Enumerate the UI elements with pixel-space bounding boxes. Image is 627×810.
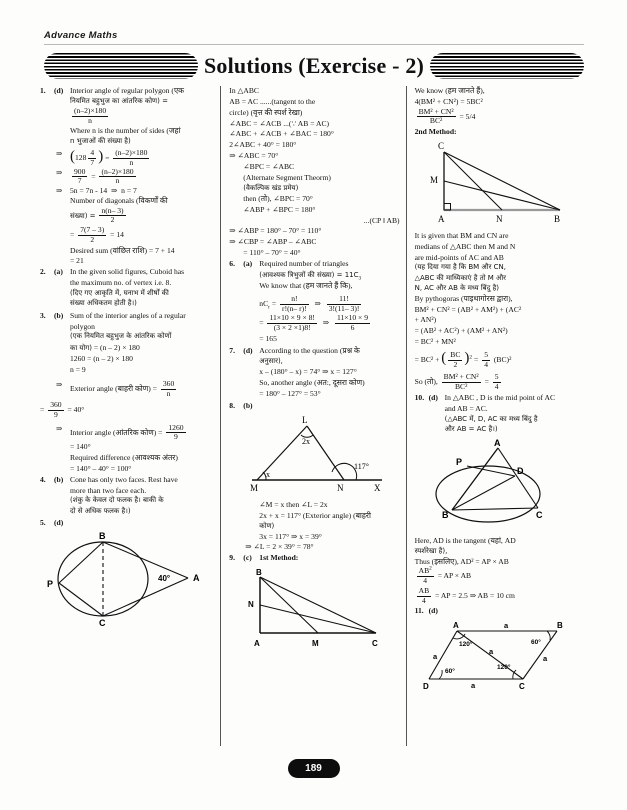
fraction-denominator: 3!(11– 3)!: [328, 303, 360, 313]
equation: = (n – 2) × 180: [93, 342, 140, 352]
fraction-numerator: 11×10 × 9 × 8!: [269, 313, 315, 323]
item-option: (b): [54, 310, 64, 320]
fraction-denominator: n: [115, 176, 120, 186]
fraction-numerator: (n–2)×180: [101, 166, 134, 176]
step-content: 5n = 7n - 14 ⇒ n = 7: [70, 186, 137, 196]
numerator-text: AB: [418, 566, 430, 576]
text-line: Cone has only two faces. Rest have: [70, 474, 178, 484]
label-side-a-right: a: [543, 654, 548, 664]
item-number: 8.: [229, 401, 235, 411]
item-body: [259, 401, 399, 411]
equation: 3x = 117° ⇒ x = 39°: [259, 531, 322, 541]
fraction-denominator: 9: [53, 410, 58, 420]
text-line: circle) (वृत्त की स्पर्श रेखा): [229, 107, 303, 117]
column-3: [407, 86, 592, 746]
circle-tangent-diagram: [40, 531, 214, 629]
implies-arrow-icon: ⇒: [56, 148, 63, 158]
solution-item-10: [415, 393, 586, 435]
fraction-numerator: (n–2)×180: [115, 148, 148, 158]
text-line: [259, 270, 399, 280]
fraction-expression: [415, 587, 586, 605]
label-M: M: [249, 482, 258, 493]
fraction-numerator: 4: [90, 147, 95, 157]
equals-sign: =: [473, 355, 479, 364]
solution-item-5: [40, 518, 214, 528]
step-content: [70, 424, 214, 442]
label-C: C: [536, 509, 543, 520]
label-angle-60-B: 60°: [531, 639, 542, 647]
text-line: का योग) = (n – 2) × 180: [70, 342, 140, 352]
derivation-step: [56, 380, 214, 398]
equation-result: = 165: [259, 333, 277, 343]
text-line: more than two face each.: [70, 485, 147, 495]
item-body: [259, 346, 399, 400]
label-L: L: [301, 414, 308, 425]
column-2-top-block: [229, 86, 399, 258]
label-A: A: [254, 639, 261, 649]
column-1: [36, 86, 221, 746]
fraction-expression: [415, 567, 586, 585]
solution-item-2: [40, 267, 214, 309]
item-body: [70, 311, 214, 376]
fraction-numerator: 11×10 × 9: [336, 313, 369, 323]
label-B: B: [557, 621, 564, 631]
label-x: x: [265, 469, 270, 479]
text-line: So, another angle (अत:, दूसरा कोण): [259, 377, 365, 387]
equation-result: = 140° – 40° = 100°: [70, 463, 132, 473]
equation-result: = 40°: [67, 405, 85, 415]
item-body: [445, 393, 586, 435]
fraction-denominator: 2: [453, 359, 458, 369]
item-number: 7.: [229, 346, 235, 356]
label-side-a-top: a: [504, 621, 509, 631]
text-line: are mid-points of AC and AB: [414, 252, 504, 262]
text-line: In △ABC , D is the mid point of AC: [444, 392, 556, 402]
page-title: Solutions (Exercise - 2): [198, 53, 430, 79]
label-N: N: [248, 600, 255, 610]
fraction-numerator: 1260: [168, 422, 184, 432]
label-angle-40: 40°: [157, 574, 170, 584]
text-line: medians of △ABC then M and N: [414, 241, 516, 251]
text-line: We know that (हम जानते हैं कि),: [259, 280, 353, 290]
implies-arrow-icon: ⇒: [56, 423, 63, 433]
solution-item-6: [229, 259, 399, 345]
fraction-numerator: AB: [418, 585, 430, 595]
banner-stripe-right: [430, 53, 584, 79]
text-line: (वैकल्पिक खंड प्रमेय): [243, 183, 299, 192]
reference-note: ...(CP ǁ AB): [363, 215, 400, 225]
fraction-numerator: 360: [162, 378, 175, 388]
text-line: नियमित बहुभुज का आंतरिक कोण) =: [70, 96, 168, 105]
fraction-denominator: 4: [423, 576, 428, 586]
item-body: [259, 553, 399, 564]
item-option: (d): [428, 606, 438, 616]
text-line: According to the question (प्रश्न के: [259, 346, 360, 356]
equation-result: = 140°: [70, 442, 91, 452]
item-option: (b): [54, 474, 64, 484]
step-content: $\frac{900}{7}$ = $\frac{(n-2)\times 180}{n}$: [74, 166, 134, 186]
equals-sign: =: [484, 377, 489, 387]
fraction-numerator: n(n– 3): [101, 205, 124, 215]
text-line: Number of diagonals (विकर्णों की: [70, 195, 168, 205]
label-A: A: [453, 621, 460, 631]
equation-result: = 180° – 127° = 53°: [259, 388, 321, 398]
fraction-denominator: 6: [350, 322, 355, 332]
label-P: P: [456, 456, 463, 467]
text-line: Here, AD is the tangent (यहां, AD: [414, 535, 516, 545]
text-line: Required difference (आवश्यक अंतर): [70, 453, 178, 463]
label-C: C: [438, 141, 445, 152]
label-A: A: [438, 214, 445, 225]
text-line: संख्या) =: [70, 211, 96, 220]
solution-item-1: [40, 86, 214, 147]
text-line: और AB = AC है।): [444, 424, 498, 433]
label-X: X: [373, 482, 381, 493]
label: So (तो),: [414, 377, 438, 387]
equation: x – (180° – x) = 74° ⇒ x = 127°: [259, 366, 357, 376]
fraction-numerator: 11!: [327, 295, 362, 305]
item-option: (d): [54, 518, 64, 528]
equation: ∠ABC = ∠ACB ...(∵ AB = AC): [229, 118, 330, 128]
item-option: (a): [243, 258, 253, 268]
superscript: 2: [469, 354, 473, 361]
prefix: = BC² +: [414, 355, 440, 364]
text-line: n भुजाओं की संख्या है): [70, 137, 131, 146]
equation: 2x + x = 117° (Exterior angle) (बाहरी: [259, 510, 372, 520]
equation-result: = 5/4: [459, 111, 476, 121]
item-3-continuation: [70, 442, 214, 474]
solution-item-7: [229, 346, 399, 400]
text-line: We know (हम जानते हैं),: [414, 86, 485, 95]
derivation-step: [56, 149, 214, 168]
item-number: 2.: [40, 267, 46, 277]
text-line: अनुसार),: [259, 356, 283, 365]
equation: = (AB² + AC²) + (AM² + AN²): [414, 326, 508, 336]
text-line: Thus (इसलिए), AD² = AP × AB: [414, 556, 509, 566]
fraction-denominator: 4: [421, 595, 426, 605]
title-banner: [44, 50, 584, 81]
equation-result: = 110° – 70° = 40°: [243, 248, 301, 258]
label-117: 117°: [353, 461, 369, 471]
fraction-numerator: 900: [74, 166, 86, 176]
combination-formula: $nC_r$ = $\frac{n!}{r!(n- r)!}$ ⇒ $\frac{11!}{3!(11- 3)!}$: [259, 293, 360, 313]
solution-item-8: [229, 401, 399, 411]
item-number: 11.: [414, 606, 424, 616]
item-number: 3.: [40, 310, 46, 320]
text-line: and AB = AC.: [444, 403, 488, 413]
fraction-numerator: 5: [484, 350, 488, 360]
squared-fraction-expression: = BC² + ( $\frac{BC}{2}$ )$^2$ = $\frac{5}{4}$ (BC)²: [414, 350, 512, 369]
triangle-exterior-angle-diagram: [229, 414, 399, 497]
item-option: (a): [54, 267, 63, 277]
label-P: P: [46, 579, 53, 590]
column-3-paragraph: [415, 231, 586, 392]
text-line: (शंकु के केवल दो फलक है। बाकी के: [70, 496, 164, 505]
equation-result: = 21: [70, 256, 84, 266]
text-line: In the given solid figures, Cuboid has: [70, 267, 185, 277]
solution-item-4: [40, 475, 214, 517]
text-line: (Alternate Segment Theorm): [243, 172, 331, 182]
equation: ⇒ ∠ABP = 180° – 70° = 110°: [229, 226, 322, 236]
expansion-expression: = $\frac{11\times 10 \times 9 \times 8!}{(3 \times 2 \times 1)8!}$ ⇒ $\frac{11\times 10 \times 9}{6}$: [259, 313, 369, 332]
item-body: [70, 267, 214, 309]
solution-item-3: [40, 311, 214, 376]
equation: ∠ABC + ∠ACB + ∠BAC = 180°: [229, 129, 334, 139]
item-number: 5.: [40, 518, 46, 528]
item-number: 4.: [40, 474, 46, 484]
equation: ∠ABP + ∠BPC = 180°: [243, 204, 316, 214]
fraction-denominator: 4: [494, 382, 499, 392]
equation-tail: (BC)²: [493, 355, 512, 364]
text-line: Desired sum (वांछित राशि) = 7 + 14: [70, 245, 175, 255]
fraction-numerator: BC: [450, 350, 461, 360]
fraction-numerator: (n–2)×180: [74, 105, 107, 115]
item-body: [70, 518, 214, 528]
fraction-denominator: 7: [77, 176, 82, 186]
text-line: (एक नियमित बहुभुज के आंतरिक कोणों: [70, 332, 172, 341]
header-rule: [44, 44, 584, 45]
derivation-step: [56, 186, 214, 196]
equation: n = 7: [121, 186, 137, 196]
fraction-denominator: 4: [484, 359, 488, 369]
item-10-working: [415, 536, 586, 606]
item-body: [70, 86, 214, 147]
label-side-a-bottom: a: [471, 681, 476, 691]
label-M: M: [430, 175, 439, 186]
method-label: 2nd Method:: [414, 127, 457, 137]
label-D: D: [423, 682, 430, 692]
text-line: △ABC की माध्यिकाएं है तो M और: [414, 273, 507, 282]
fraction-denominator: 2: [90, 234, 95, 244]
equation-result: ⇒ ∠L = 2 × 39° = 78°: [245, 542, 314, 552]
fraction-numerator: BM² + CN²: [418, 106, 454, 116]
solution-item-11: [415, 606, 586, 616]
equation-tail: = AP × AB: [437, 571, 472, 581]
banner-stripe-left: [44, 53, 198, 79]
label-B: B: [256, 568, 263, 578]
right-triangle-medians-diagram: [229, 567, 399, 652]
text-line: स्पर्शरेखा है),: [414, 546, 448, 555]
fraction-expression: [70, 207, 214, 225]
fraction-expression: [70, 107, 214, 125]
right-triangle-median-diagram-2: [415, 140, 586, 228]
label-B: B: [442, 509, 449, 520]
item-body: [70, 475, 214, 517]
fraction-denominator: n: [166, 388, 171, 398]
text-line: AB = AC ......(tangent to the: [229, 96, 316, 106]
fraction-denominator: 7: [90, 157, 95, 167]
text-line: Sum of the interior angles of a regular: [70, 310, 186, 320]
equation: 4(BM² + CN²) = 5BC²: [414, 96, 483, 106]
equation: + AN²): [414, 315, 437, 325]
circle-triangle-tangent-diagram: [415, 438, 586, 533]
label-A: A: [494, 437, 501, 448]
running-head: Advance Maths: [44, 30, 118, 41]
text-line: polygon: [70, 321, 95, 331]
fraction-numerator: 7(7 – 3): [80, 225, 105, 235]
label: Interior angle (आंतरिक कोण) =: [70, 427, 163, 437]
fraction-denominator: (3 × 2 ×1)8!: [273, 322, 311, 332]
label-D: D: [517, 465, 524, 476]
equation: 1260 = (n – 2) × 180: [70, 353, 133, 363]
ncr-label: nC: [259, 298, 269, 308]
label-N: N: [496, 214, 503, 225]
item-1-continuation: [70, 196, 214, 266]
superscript: 2: [429, 565, 432, 572]
fraction-denominator: n: [88, 115, 92, 125]
label-B: B: [554, 214, 561, 225]
method-label: 1st Method:: [259, 553, 299, 563]
derivation-step: [56, 424, 214, 442]
label-C: C: [519, 682, 526, 692]
final-ratio-expression: [415, 373, 586, 391]
fraction-expression: [415, 108, 586, 126]
text-line: दो से अधिक फलक है।): [70, 506, 131, 515]
item-body: [259, 259, 399, 345]
equation: ⇒ ∠ABC = 70°: [229, 151, 279, 161]
equation: n = 9: [70, 364, 86, 374]
item-body: [445, 606, 586, 616]
label-N: N: [336, 482, 344, 493]
text-line: संख्या अधिकतम होती है।): [70, 299, 137, 308]
text-line: (यह दिया गया है कि BM और CN,: [414, 263, 507, 272]
fraction-numerator: 5: [494, 372, 499, 382]
label-angle-60-D: 60°: [445, 668, 456, 676]
mixed-whole: 128: [75, 153, 87, 163]
step-content: ( 128 $\frac{4}{7}$ ) = $\frac{(n-2)\times 180}{n}$: [70, 147, 148, 167]
item-option: (d): [243, 346, 253, 356]
step-content: [70, 380, 214, 398]
hindi-text: (आवश्यक त्रिभुजों की संख्या) = 11C: [259, 270, 359, 279]
fraction-denominator: BC²: [429, 116, 443, 126]
subscript: 3: [358, 275, 362, 282]
label-B: B: [98, 531, 106, 542]
fraction-expression: = $\frac{7(7 - 3)}{2}$ = 14: [70, 225, 124, 244]
text-line: Required number of triangles: [259, 258, 349, 268]
item-option: (d): [54, 86, 64, 95]
label-diagonal-a: a: [489, 647, 494, 657]
item-number: 9.: [229, 553, 235, 563]
text-line: N, AC और AB के मध्य बिंदु है): [414, 283, 500, 292]
equation-tail: = AP = 2.5 ⇒ AB = 10 cm: [435, 590, 515, 600]
label-M: M: [312, 639, 320, 649]
equation: ∠BPC = ∠ABC: [243, 162, 295, 172]
equation: 2∠ABC + 40° = 180°: [229, 140, 297, 150]
fraction-numerator: 360: [50, 400, 62, 410]
label-angle-120-A: 120°: [459, 641, 473, 649]
label-A: A: [192, 573, 200, 584]
text-line: Where n is the number of sides (जहां: [70, 126, 181, 136]
item-number: 6.: [229, 258, 235, 268]
fraction-denominator: r!(n– r)!: [282, 303, 307, 313]
fraction-denominator: BC²: [454, 382, 468, 392]
fraction-numerator: n!: [280, 295, 309, 305]
text-line: (दिए गए आकृति में, घनाभ में शीर्षों की: [70, 289, 169, 298]
label-side-a-left: a: [433, 652, 438, 662]
text-line: (△ABC में, D, AC का मध्य बिंदु है: [444, 414, 538, 423]
item-option: (b): [243, 401, 253, 411]
equation: ⇒ ∠CBP = ∠ABP – ∠ABC: [229, 237, 317, 247]
equation: = BC² + MN²: [414, 337, 456, 347]
fraction-numerator: BM² + CN²: [443, 372, 479, 382]
fraction-denominator: 9: [174, 432, 178, 442]
item-option: (d): [428, 392, 438, 402]
text-line: It is given that BM and CN are: [414, 230, 509, 240]
three-column-body: [36, 86, 592, 746]
mixed-number: [75, 149, 98, 167]
fraction-denominator: 2: [110, 215, 115, 225]
equation: 5n = 7n - 14: [70, 186, 108, 196]
subscript: r: [268, 304, 270, 311]
equation: ∠M = x then ∠L = 2x: [259, 499, 328, 509]
label: Exterior angle (बाहरी कोण) =: [70, 383, 157, 393]
text-line: Interior angle of regular polygon (एक: [70, 86, 184, 95]
item-number: 1.: [40, 86, 46, 95]
derivation-step: [56, 168, 214, 186]
item-8-working: [259, 500, 399, 542]
column-2: [221, 86, 406, 746]
text-line: then (तो), ∠BPC = 70°: [243, 193, 313, 203]
solution-item-9: [229, 553, 399, 564]
text-line: By pythogoras (पाइथागोरस द्वारा),: [414, 293, 513, 303]
label-C: C: [372, 639, 379, 649]
text-line: In △ABC: [229, 86, 259, 95]
implies-arrow-icon: ⇒: [56, 186, 63, 196]
label-C: C: [98, 618, 106, 629]
item-option: (c): [243, 553, 252, 563]
implies-arrow-icon: ⇒: [56, 167, 63, 177]
text-line: the maximum no. of vertex i.e. 8.: [70, 278, 172, 288]
parallelogram-diagram: [415, 619, 586, 694]
item-number: 10.: [414, 392, 425, 402]
fraction-denominator: n: [129, 157, 134, 167]
implies-arrow-icon: ⇒: [56, 379, 63, 389]
label-angle-120-C: 120°: [497, 664, 511, 672]
equation-result: = 14: [110, 230, 124, 240]
text-line: कोण): [259, 521, 275, 530]
page-number-badge: 189: [288, 759, 340, 778]
equation: BM² + CN² = (AB² + AM²) + (AC²: [414, 304, 522, 314]
fraction-expression: = $\frac{360}{9}$ = 40°: [40, 400, 85, 420]
label-2x: 2x: [301, 436, 310, 446]
